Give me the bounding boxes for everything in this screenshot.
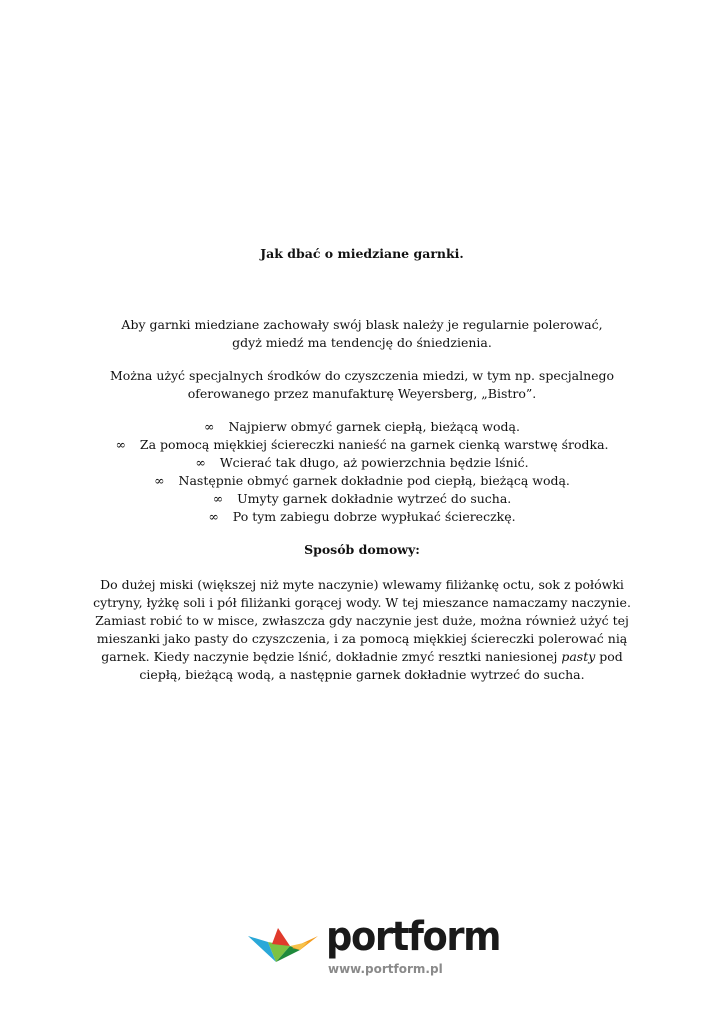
paper-boat-icon [248,926,318,962]
infinity-bullet-icon: ∞ [204,419,215,434]
home-line-4: mieszanki jako pasty do czyszczenia, i za pomocą miękkiej ściereczki polerować nią [96,631,628,646]
step-text: Po tym zabiegu dobrze wypłukać ściereczkę. [232,509,516,524]
home-line-5-end: pod [595,649,623,664]
home-line-3: Zamiast robić to w misce, zwłaszcza gdy naczynie jest duże, można również użyć tej [95,613,629,628]
step-text: Następnie obmyć garnek dokładnie pod ciepłą, bieżącą wodą. [178,473,570,488]
home-line-1: Do dużej miski (większej niż myte naczynie) wlewamy filiżankę octu, sok z połówki [100,577,624,592]
step-text: Najpierw obmyć garnek ciepłą, bieżącą wodą. [228,419,520,434]
intro-paragraph [80,316,644,352]
document-title: Jak dbać o miedziane garnki. [260,246,464,261]
home-line-6: ciepłą, bieżącą wodą, a następnie garnek dokładnie wytrzeć do sucha. [139,667,585,682]
home-line-2: cytryny, łyżkę soli i pół filiżanki gorącej wody. W tej mieszance namaczamy naczynie. [93,595,631,610]
infinity-bullet-icon: ∞ [195,455,206,470]
portform-logo [248,914,501,982]
logo-wordmark: portform [326,914,501,960]
products-line-1: Można użyć specjalnych środków do czyszczenia miedzi, w tym np. specjalnego [109,368,615,383]
intro-line-2: gdyż miedź ma tendencję do śniedzienia. [232,335,492,350]
intro-line-1: Aby garnki miedziane zachowały swój blask należy je regularnie polerować, [121,317,603,332]
home-line-5-start: garnek. Kiedy naczynie będzie lśnić, dokładnie zmyć resztki naniesionej [101,649,562,664]
infinity-bullet-icon: ∞ [154,473,165,488]
steps-list [0,418,724,526]
list-item [0,418,724,436]
list-item [0,490,724,508]
home-method-paragraph [86,576,638,684]
products-paragraph [80,367,644,403]
infinity-bullet-icon: ∞ [212,491,224,506]
step-text: Wcierać tak długo, aż powierzchnia będzie lśnić. [219,455,529,470]
infinity-bullet-icon: ∞ [115,437,126,452]
step-text: Umyty garnek dokładnie wytrzeć do sucha. [237,491,512,506]
list-item [0,436,724,454]
list-item [0,508,724,526]
list-item [0,454,724,472]
section-subtitle: Sposób domowy: [304,542,420,557]
infinity-bullet-icon: ∞ [208,509,219,524]
home-line-5-italic: pasty [561,649,596,664]
list-item [0,472,724,490]
logo-url: www.portform.pl [328,962,443,976]
products-line-2: oferowanego przez manufakturę Weyersberg, „Bistro”. [187,386,537,401]
step-text: Za pomocą miękkiej ściereczki nanieść na garnek cienką warstwę środka. [139,437,609,452]
